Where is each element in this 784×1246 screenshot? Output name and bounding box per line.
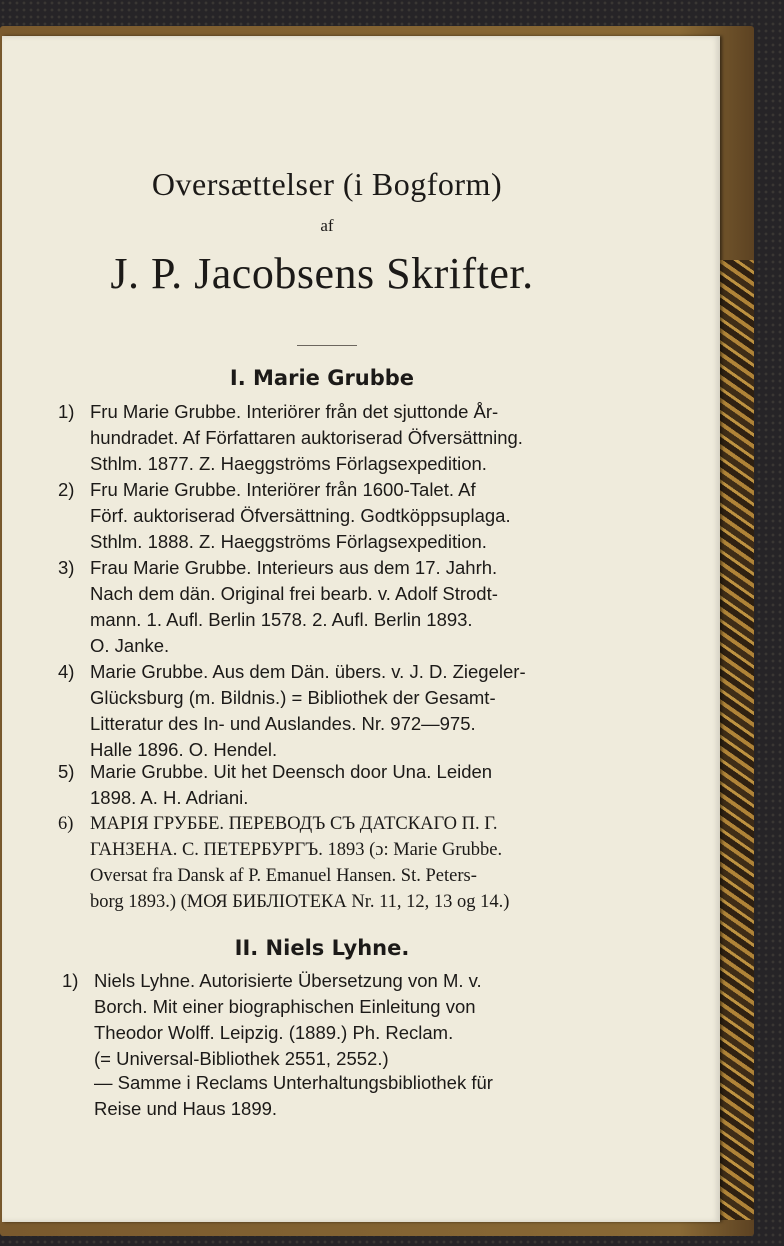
entry-line: mann. 1. Aufl. Berlin 1578. 2. Aufl. Berlin 1893. <box>90 609 473 630</box>
entry-number: 2) <box>58 479 75 500</box>
entry-line: Fru Marie Grubbe. Interiörer från det sjuttonde År- <box>90 401 499 422</box>
entry-line: O. Janke. <box>90 635 170 656</box>
section-title-niels-lyhne: II. Niels Lyhne. <box>234 936 410 960</box>
entry-line: — Samme i Reclams Unterhaltungsbibliothek für <box>94 1072 493 1093</box>
entry-number: 1) <box>62 970 79 991</box>
title-divider <box>297 345 357 346</box>
entry-line: Marie Grubbe. Aus dem Dän. übers. v. J. D. Ziegeler- <box>90 661 526 682</box>
entry-line: Marie Grubbe. Uit het Deensch door Una. Leiden <box>90 761 493 782</box>
entry-line: МАРІЯ ГРУББЕ. ПЕРЕВОДЪ СЪ ДАТСКАГО П. Г. <box>90 814 498 834</box>
entry-line: Frau Marie Grubbe. Interieurs aus dem 17. Jahrh. <box>90 557 498 578</box>
section-title-marie-grubbe: I. Marie Grubbe <box>229 366 415 390</box>
entry-line: Förf. auktoriserad Öfversättning. Godtköppsuplaga. <box>90 505 511 526</box>
entry-number: 4) <box>58 661 75 682</box>
book-page <box>2 36 720 1222</box>
entry-line: Sthlm. 1877. Z. Haeggströms Förlagsexpedition. <box>90 453 487 474</box>
entry-line: Halle 1896. O. Hendel. <box>90 739 278 760</box>
marbled-page-edge <box>718 260 754 1220</box>
entry-number: 3) <box>58 557 75 578</box>
list-item <box>58 811 510 915</box>
entry-line: Oversat fra Dansk af P. Emanuel Hansen. St. Peters- <box>90 866 477 886</box>
entry-line: ГАНЗЕНА. С. ПЕТЕРБУРГЪ. 1893 (ɔ: Marie Grubbe. <box>90 840 503 860</box>
entry-line: Glücksburg (m. Bildnis.) = Bibliothek der Gesamt- <box>90 687 496 708</box>
entry-line: hundradet. Af Författaren auktoriserad Öfversättning. <box>90 427 523 448</box>
page-heading-author-works: J. P. Jacobsens Skrifter. <box>110 249 534 298</box>
entry-line: (= Universal-Bibliothek 2551, 2552.) <box>94 1048 389 1069</box>
list-item <box>58 759 493 811</box>
page-heading-af: af <box>320 216 334 235</box>
entry-line: 1898. A. H. Adriani. <box>90 787 249 808</box>
page-heading-translations: Oversættelser (i Bogform) <box>151 166 503 202</box>
list-item <box>58 555 498 659</box>
entry-number: 1) <box>58 401 75 422</box>
list-item <box>62 968 482 1072</box>
list-item <box>58 659 526 763</box>
entry-line: Reise und Haus 1899. <box>94 1098 278 1119</box>
entry-line: Borch. Mit einer biographischen Einleitung von <box>94 996 476 1017</box>
entry-number: 6) <box>58 814 74 834</box>
entry-line: Litteratur des In- und Auslandes. Nr. 972—975. <box>90 713 476 734</box>
entry-number: 5) <box>58 761 75 782</box>
list-item <box>58 477 511 555</box>
list-item <box>58 399 523 477</box>
entry-continuation <box>94 1070 493 1122</box>
entry-line: Fru Marie Grubbe. Interiörer från 1600-Talet. Af <box>90 479 476 500</box>
entry-line: borg 1893.) (МОЯ БИБЛІОТЕКА Nr. 11, 12, 13 og 14.) <box>90 892 510 912</box>
entry-line: Nach dem dän. Original frei bearb. v. Adolf Strodt- <box>90 583 498 604</box>
entry-line: Theodor Wolff. Leipzig. (1889.) Ph. Reclam. <box>94 1022 454 1043</box>
entry-line: Niels Lyhne. Autorisierte Übersetzung von M. v. <box>94 970 482 991</box>
entry-line: Sthlm. 1888. Z. Haeggströms Förlagsexpedition. <box>90 531 487 552</box>
